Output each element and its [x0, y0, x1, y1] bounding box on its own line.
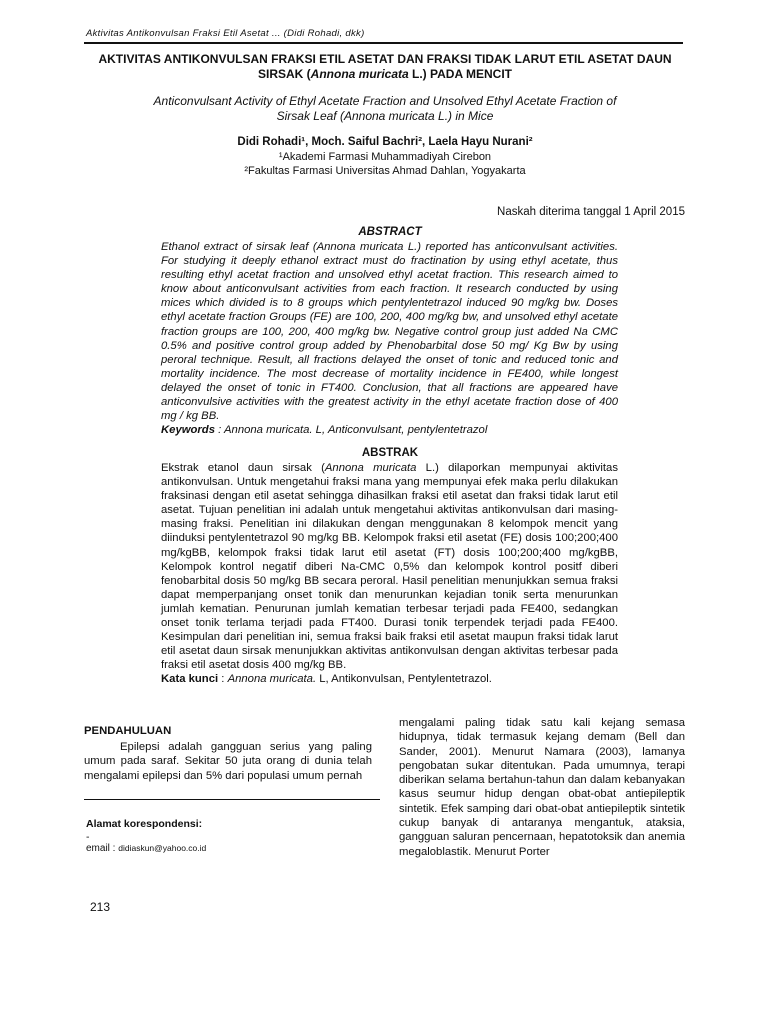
abstrak-body: L.) dilaporkan mempunyai aktivitas antikonvulsan. Untuk mengetahui fraksi mana yang mempunyai efek maka perlu dilakukan fraksinasi dengan etil asetat sehingga dihasilkan fraksi etil asetat dan fraksi tidak larut etil asetat. Tujuan penelitian ini adalah untuk mengetahui aktivitas antikonvulsan dari masing-masing fraksi. Penelitian ini dilakukan dengan menggunakan 8 kelompok mencit yang diinduksi pentylentetrazol 90 mg/kg BB. Kelompok fraksi etil asetat (FE) dosis 100;200;400 mg/kgBB, kelompok fraksi tidak larut etil asetat (FT) dosis 100;200;400 mg/kgBB, Kelompok kontrol negatif diberi Na-CMC 0,5% dan kelompok kontrol positf diberi fenobarbital dosis 50 mg/kg BB secara peroral. Hasil penelitian menunjukkan semua fraksi dapat memperpanjang onset tonik dan menurunkan kejadian tonik serta menurunkan jumlah kematian. Penurunan jumlah kematian terbesar terjadi pada FE400, sedangkan onset tonik terlama terjadi pada FT400. Durasi tonik terpendek terjadi pada FE400. Kesimpulan dari penelitian ini, semua fraksi baik fraksi etil asetat maupun fraksi tidak larut etil asetat daun sirsak menunjukkan aktivitas antikonvulsan dengan aktivitas terbesar pada fraksi etil asetat dosis 400 mg/kg BB. — [161, 462, 618, 672]
title-species: Annona muricata — [310, 67, 409, 81]
affiliation-1: ¹Akademi Farmasi Muhammadiyah Cirebon — [278, 151, 492, 163]
email-address[interactable]: didiaskun@yahoo.co.id — [118, 843, 207, 853]
correspondence-label: Alamat korespondensi: — [86, 818, 203, 830]
title-line-2 — [90, 67, 680, 82]
english-title-line-1: Anticonvulsant Activity of Ethyl Acetate Fraction and Unsolved Ethyl Acetate Fraction of — [153, 94, 617, 108]
authors: Didi Rohadi¹, Moch. Saiful Bachri², Laela Hayu Nurani² — [237, 136, 533, 148]
abstrak-species: Annona muricata — [324, 462, 417, 474]
keywords — [161, 423, 618, 437]
abstrak-heading: ABSTRAK — [361, 447, 419, 459]
title-line-2-pre: SIRSAK ( — [257, 67, 311, 81]
abstract-english — [161, 240, 618, 437]
received-date: Naskah diterima tanggal 1 April 2015 — [497, 206, 685, 218]
english-title — [110, 94, 660, 124]
page-number: 213 — [90, 900, 111, 914]
article-title — [90, 52, 680, 82]
title-line-1: AKTIVITAS ANTIKONVULSAN FRAKSI ETIL ASETAT DAN FRAKSI TIDAK LARUT ETIL ASETAT DAUN — [98, 52, 672, 66]
abstract-body: Ethanol extract of sirsak leaf (Annona muricata L.) reported has anticonvulsant activities. For studying it deeply ethanol extract must do fractination by using ethyl acetate, thus resulting ethyl acetat fraction and unsolved ethyl acetat fraction. This research aimed to know about anticonvulsant activities from each fraction. It research conducted by using mices which divided is to 8 groups which pentylentetrazol induced 90 mg/kg bw. Doses ethyl acetate fraction Groups (FE) are 100, 200, 400 mg/kg bw, and unsolved ethyl acetate fraction groups are 100, 200, 400 mg/kg bw. Negative control group just added Na CMC 0.5% and positive control group added by Phenobarbital dose 50 mg/ Kg Bw by using peroral technique. Result, all fractions delayed the onset of tonic and reduced tonic and mortality incidence. The most decrease of mortality incidence in FE400, while longest delayed the onset of tonic in FT400. Conclusion, that all fractions are appeared have anticonvulsive activities with the greatest activity in the ethyl acetate fraction dose of 400 mg / kg BB. — [161, 241, 618, 423]
abstrak-indonesian — [161, 461, 618, 687]
correspondence-dash: - — [86, 831, 90, 843]
kata-kunci-text: L, Antikonvulsan, Pentylentetrazol. — [316, 673, 492, 686]
footnote-rule — [84, 799, 380, 800]
abstract-heading: ABSTRACT — [358, 226, 422, 238]
keywords-label: Keywords — [161, 424, 215, 437]
kata-kunci — [161, 672, 618, 686]
email-label: email : — [86, 843, 119, 854]
intro-right-paragraph: mengalami paling tidak satu kali kejang semasa hidupnya, tidak termasuk kejang demam (Bell dan Sander, 2001). Menurut Namara (2003), lamanya pengobatan sukar ditentukan. Pada umumnya, terapi diberikan selama bertahun-tahun dan dalam kebanyakan kasus seumur hidup dengan obat-obat antiepileptik sintetik. Efek samping dari obat-obat antiepileptik sintetik cukup banyak di antaranya mengantuk, ataksia, gangguan saluran pencernaan, hepatotoksik dan anemia megaloblastik. Menurut Porter — [399, 717, 685, 858]
affiliation-2: ²Fakultas Farmasi Universitas Ahmad Dahlan, Yogyakarta — [244, 165, 526, 177]
intro-left-column — [84, 724, 372, 783]
kata-kunci-sep: : — [218, 673, 228, 686]
correspondence-email — [86, 843, 206, 854]
title-line-2-post: L.) PADA MENCIT — [408, 67, 512, 81]
intro-left-paragraph: Epilepsi adalah gangguan serius yang paling umum pada saraf. Sekitar 50 juta orang di dunia telah mengalami epilepsi dan 5% dari populasi umum pernah — [84, 741, 372, 782]
keywords-text: : Annona muricata. L, Anticonvulsant, pentylentetrazol — [215, 424, 488, 437]
header-rule — [84, 42, 683, 44]
abstrak-pre: Ekstrak etanol daun sirsak ( — [161, 462, 325, 474]
kata-kunci-label: Kata kunci — [161, 673, 219, 686]
kata-kunci-species: Annona muricata. — [227, 673, 317, 686]
running-header: Aktivitas Antikonvulsan Fraksi Etil Asetat ... (Didi Rohadi, dkk) — [86, 28, 365, 39]
english-title-line-2: Sirsak Leaf (Annona muricata L.) in Mice — [276, 109, 494, 123]
intro-heading: PENDAHULUAN — [84, 725, 172, 737]
intro-right-column — [399, 716, 685, 859]
